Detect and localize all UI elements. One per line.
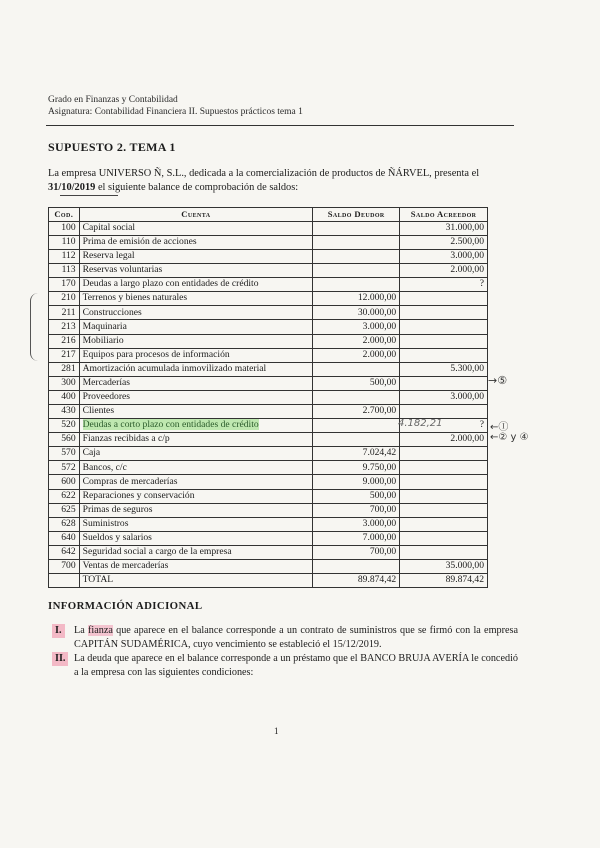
cell-credit [400,545,488,559]
cell-account: Capital social [79,221,313,235]
cell-account: Amortización acumulada inmovilizado material [79,362,313,376]
cell-credit [400,475,488,489]
cell-account: Proveedores [79,390,313,404]
cell-debit: 700,00 [313,545,400,559]
cell-code: 112 [49,249,80,263]
cell-debit [313,278,400,292]
cell-code: 210 [49,292,80,306]
table-header-row [49,208,488,222]
cell-debit [313,419,400,433]
table-row [49,503,488,517]
table-row [49,517,488,531]
annotation-row300: →⑤ [488,374,508,387]
highlighted-word: fianza [87,625,113,636]
cell-code: 570 [49,447,80,461]
table-row [49,362,488,376]
cell-credit [400,503,488,517]
cell-code: 113 [49,264,80,278]
table-row [49,390,488,404]
cell-account: Reparaciones y conservación [79,489,313,503]
cell-account: Deudas a corto plazo con entidades de crédito [79,419,313,433]
header-line-degree: Grado en Finanzas y Contabilidad [48,95,178,105]
annotation-row520-ref: ←Ⓘ [490,422,509,433]
total-label: TOTAL [79,574,313,588]
table-row [49,531,488,545]
cell-account: Mobiliario [79,334,313,348]
cell-credit [400,348,488,362]
cell-credit: 2.500,00 [400,235,488,249]
cell-credit: 35.000,00 [400,560,488,574]
cell-credit: 2.000,00 [400,264,488,278]
table-row [49,433,488,447]
cell-code: 217 [49,348,80,362]
intro-date: 31/10/2019 [48,182,96,193]
total-row [49,574,488,588]
table-row [49,545,488,559]
cell-debit: 500,00 [313,376,400,390]
cell-debit: 7.024,42 [313,447,400,461]
additional-item-1 [48,624,518,651]
table-body [49,221,488,587]
handwritten-underline [60,195,118,196]
cell-credit: 31.000,00 [400,221,488,235]
cell-code: 572 [49,461,80,475]
cell-account: Fianzas recibidas a c/p [79,433,313,447]
cell-debit: 12.000,00 [313,292,400,306]
cell-account: Terrenos y bienes naturales [79,292,313,306]
page-number: 1 [274,726,279,736]
cell-code: 628 [49,517,80,531]
cell-code: 216 [49,334,80,348]
cell-code: 100 [49,221,80,235]
table-row [49,376,488,390]
cell-debit [313,362,400,376]
cell-account: Primas de seguros [79,503,313,517]
total-credit: 89.874,42 [400,574,488,588]
intro-text-after: el siguiente balance de comprobación de saldos: [95,182,299,193]
table-row [49,306,488,320]
cell-account: Bancos, c/c [79,461,313,475]
cell-credit [400,489,488,503]
item-text: La fianza que aparece en el balance corresponde a un contrato de suministros que se firmó con la empresa CAPITÁN SUDAMÉRICA, cuyo vencimiento se estableció el 15/12/2019. [74,625,518,650]
trial-balance-table [48,207,488,588]
cell-account: Seguridad social a cargo de la empresa [79,545,313,559]
cell-code: 170 [49,278,80,292]
cell-code: 300 [49,376,80,390]
cell-code: 560 [49,433,80,447]
handwritten-brace [30,293,41,361]
cell-credit: 3.000,00 [400,390,488,404]
table-row [49,292,488,306]
cell-debit: 3.000,00 [313,517,400,531]
cell-code [49,574,80,588]
cell-credit [400,292,488,306]
cell-account: Reserva legal [79,249,313,263]
annotation-row560-ref: ←② y ④ [490,432,529,443]
cell-account: Maquinaria [79,320,313,334]
cell-credit [400,376,488,390]
cell-code: 625 [49,503,80,517]
cell-debit: 2.000,00 [313,334,400,348]
intro-text-before: La empresa UNIVERSO Ñ, S.L., dedicada a la comercialización de productos de ÑÁRVEL, presenta el [48,168,480,179]
exercise-title: SUPUESTO 2. TEMA 1 [48,140,176,154]
additional-item-2 [48,652,518,679]
cell-account: Equipos para procesos de información [79,348,313,362]
cell-debit: 2.000,00 [313,348,400,362]
table-row [49,475,488,489]
table-row [49,278,488,292]
table-row [49,221,488,235]
table-row [49,447,488,461]
cell-credit: ? [400,419,488,433]
cell-debit: 700,00 [313,503,400,517]
cell-account: Suministros [79,517,313,531]
cell-debit: 2.700,00 [313,405,400,419]
col-header-credit: Saldo Acreedor [400,208,488,222]
cell-code: 400 [49,390,80,404]
cell-code: 211 [49,306,80,320]
item-number: I. [52,624,65,638]
cell-credit [400,306,488,320]
cell-code: 642 [49,545,80,559]
cell-debit [313,264,400,278]
cell-credit: 2.000,00 [400,433,488,447]
cell-debit [313,390,400,404]
cell-debit [313,433,400,447]
cell-code: 213 [49,320,80,334]
cell-account: Compras de mercaderías [79,475,313,489]
cell-debit: 7.000,00 [313,531,400,545]
table-row [49,235,488,249]
cell-account: Prima de emisión de acciones [79,235,313,249]
table-row [49,461,488,475]
item-number: II. [52,652,68,666]
cell-account: Ventas de mercaderías [79,560,313,574]
cell-debit: 9.750,00 [313,461,400,475]
cell-credit [400,531,488,545]
cell-debit [313,249,400,263]
table-row [49,560,488,574]
cell-debit: 9.000,00 [313,475,400,489]
cell-account: Mercaderías [79,376,313,390]
cell-account: Caja [79,447,313,461]
additional-info-heading: INFORMACIÓN ADICIONAL [48,600,203,612]
col-header-code: Cod. [49,208,80,222]
table-row [49,489,488,503]
cell-account: Deudas a largo plazo con entidades de crédito [79,278,313,292]
header-divider [46,125,514,126]
cell-code: 600 [49,475,80,489]
cell-code: 430 [49,405,80,419]
cell-debit: 500,00 [313,489,400,503]
cell-credit [400,405,488,419]
cell-account: Sueldos y salarios [79,531,313,545]
table-row [49,320,488,334]
total-debit: 89.874,42 [313,574,400,588]
cell-credit [400,447,488,461]
cell-code: 520 [49,419,80,433]
cell-credit [400,320,488,334]
course-header [48,94,303,118]
cell-debit [313,235,400,249]
cell-code: 281 [49,362,80,376]
table-row [49,405,488,419]
intro-paragraph [48,167,518,195]
cell-credit: ? [400,278,488,292]
cell-credit [400,461,488,475]
annotation-row520-amount: 4.182,21 [398,418,443,429]
cell-account: Clientes [79,405,313,419]
cell-code: 110 [49,235,80,249]
cell-account: Construcciones [79,306,313,320]
table-row [49,249,488,263]
cell-debit [313,560,400,574]
cell-code: 700 [49,560,80,574]
cell-credit: 5.300,00 [400,362,488,376]
cell-credit [400,517,488,531]
cell-code: 640 [49,531,80,545]
cell-debit: 3.000,00 [313,320,400,334]
table-row [49,348,488,362]
col-header-debit: Saldo Deudor [313,208,400,222]
header-line-subject: Asignatura: Contabilidad Financiera II. Supuestos prácticos tema 1 [48,107,303,117]
cell-code: 622 [49,489,80,503]
table-row [49,264,488,278]
cell-credit: 3.000,00 [400,249,488,263]
cell-account: Reservas voluntarias [79,264,313,278]
col-header-account: Cuenta [79,208,313,222]
item-text: La deuda que aparece en el balance corresponde a un préstamo que el BANCO BRUJA AVERÍA le concedió a la empresa con las siguientes condiciones: [74,653,518,678]
cell-debit [313,221,400,235]
cell-credit [400,334,488,348]
table-row [49,334,488,348]
cell-debit: 30.000,00 [313,306,400,320]
